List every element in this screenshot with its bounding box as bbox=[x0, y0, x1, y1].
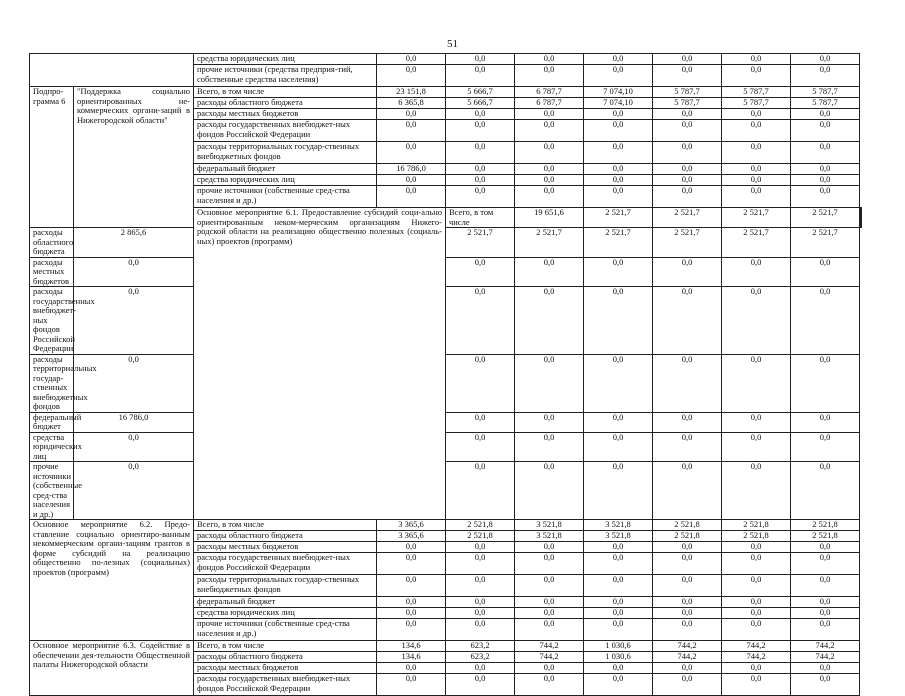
table-row bbox=[30, 641, 862, 652]
amount-cell: 0,0 bbox=[377, 597, 446, 608]
source-label: расходы государственных внебюджет-ных фондов Российской Федерации bbox=[194, 553, 377, 575]
amount-cell: 0,0 bbox=[74, 462, 194, 520]
measure-6-2-name: Основное мероприятие 6.2. Предо-ставление социально ориентиро-ванным некоммерческим органи-зациям грантов в форме субсидий на реализацию общественно по-лезных (социальных) проектов (программ) bbox=[30, 520, 194, 641]
amount-cell: 0,0 bbox=[446, 287, 515, 355]
table-row bbox=[30, 354, 862, 412]
amount-cell: 0,0 bbox=[584, 597, 653, 608]
amount-cell: 2 865,6 bbox=[74, 228, 194, 258]
budget-table bbox=[29, 53, 862, 696]
amount-cell bbox=[861, 208, 862, 228]
amount-cell: 0,0 bbox=[653, 432, 722, 462]
amount-cell: 0,0 bbox=[584, 164, 653, 175]
amount-cell: 0,0 bbox=[722, 287, 791, 355]
source-label: прочие источники (средства предприя-тий, собственные средства населения) bbox=[194, 65, 377, 87]
amount-cell: 0,0 bbox=[446, 186, 515, 208]
table-row bbox=[30, 287, 862, 355]
amount-cell: 0,0 bbox=[722, 120, 791, 142]
amount-cell: 6 787,7 bbox=[515, 98, 584, 109]
amount-cell: 2 521,7 bbox=[584, 228, 653, 258]
amount-cell: 744,2 bbox=[791, 641, 860, 652]
amount-cell: 0,0 bbox=[653, 175, 722, 186]
source-label: средства юридических лиц bbox=[194, 54, 377, 65]
amount-cell: 0,0 bbox=[722, 674, 791, 696]
amount-cell: 6 787,7 bbox=[515, 87, 584, 98]
amount-cell: 0,0 bbox=[791, 257, 860, 287]
amount-cell: 0,0 bbox=[377, 542, 446, 553]
amount-cell: 0,0 bbox=[584, 412, 653, 432]
amount-cell: 2 521,7 bbox=[515, 228, 584, 258]
amount-cell: 6 365,8 bbox=[377, 98, 446, 109]
source-label: прочие источники (собственные сред-ства населения и др.) bbox=[194, 619, 377, 641]
amount-cell: 0,0 bbox=[515, 142, 584, 164]
amount-cell: 19 651,6 bbox=[515, 208, 584, 228]
amount-cell: 0,0 bbox=[653, 164, 722, 175]
amount-cell: 0,0 bbox=[653, 674, 722, 696]
amount-cell: 0,0 bbox=[722, 175, 791, 186]
amount-cell: 0,0 bbox=[446, 412, 515, 432]
amount-cell: 0,0 bbox=[74, 432, 194, 462]
table-row bbox=[30, 520, 862, 531]
amount-cell: 0,0 bbox=[446, 432, 515, 462]
amount-cell: 0,0 bbox=[377, 54, 446, 65]
amount-cell: 0,0 bbox=[653, 619, 722, 641]
amount-cell: 23 151,8 bbox=[377, 87, 446, 98]
amount-cell: 2 521,7 bbox=[791, 228, 860, 258]
amount-cell: 0,0 bbox=[584, 608, 653, 619]
amount-cell: 0,0 bbox=[722, 542, 791, 553]
amount-cell: 0,0 bbox=[653, 354, 722, 412]
amount-cell: 0,0 bbox=[722, 462, 791, 520]
source-label: Всего, в том числе bbox=[446, 208, 515, 228]
amount-cell: 0,0 bbox=[791, 120, 860, 142]
amount-cell: 0,0 bbox=[791, 142, 860, 164]
amount-cell: 0,0 bbox=[722, 597, 791, 608]
amount-cell: 0,0 bbox=[584, 65, 653, 87]
amount-cell: 0,0 bbox=[791, 432, 860, 462]
amount-cell: 0,0 bbox=[377, 619, 446, 641]
amount-cell: 0,0 bbox=[515, 257, 584, 287]
source-label: расходы государственных внебюджет-ных фондов Российской Федерации bbox=[194, 674, 377, 696]
source-label: расходы местных бюджетов bbox=[30, 257, 74, 287]
amount-cell: 1 030,6 bbox=[584, 641, 653, 652]
amount-cell: 744,2 bbox=[791, 652, 860, 663]
amount-cell: 0,0 bbox=[446, 109, 515, 120]
amount-cell: 0,0 bbox=[791, 412, 860, 432]
amount-cell: 0,0 bbox=[584, 462, 653, 520]
table-row bbox=[30, 257, 862, 287]
source-label: федеральный бюджет bbox=[194, 164, 377, 175]
amount-cell: 744,2 bbox=[515, 652, 584, 663]
source-label: средства юридических лиц bbox=[30, 432, 74, 462]
source-label: расходы местных бюджетов bbox=[194, 542, 377, 553]
source-label: расходы территориальных государ-ственных внебюджетных фондов bbox=[194, 142, 377, 164]
amount-cell: 0,0 bbox=[722, 354, 791, 412]
amount-cell: 5 666,7 bbox=[446, 87, 515, 98]
amount-cell: 3 521,8 bbox=[584, 531, 653, 542]
source-label: расходы областного бюджета bbox=[194, 98, 377, 109]
amount-cell: 2 521,8 bbox=[446, 520, 515, 531]
amount-cell: 0,0 bbox=[446, 354, 515, 412]
amount-cell: 0,0 bbox=[584, 186, 653, 208]
amount-cell: 0,0 bbox=[446, 142, 515, 164]
amount-cell: 0,0 bbox=[584, 619, 653, 641]
amount-cell: 0,0 bbox=[653, 608, 722, 619]
amount-cell: 0,0 bbox=[446, 120, 515, 142]
amount-cell: 0,0 bbox=[653, 186, 722, 208]
table-row bbox=[30, 462, 862, 520]
amount-cell: 0,0 bbox=[515, 597, 584, 608]
amount-cell: 0,0 bbox=[791, 575, 860, 597]
amount-cell: 0,0 bbox=[377, 663, 446, 674]
amount-cell: 0,0 bbox=[377, 109, 446, 120]
source-label: расходы областного бюджета bbox=[30, 228, 74, 258]
amount-cell: 7 074,10 bbox=[584, 87, 653, 98]
amount-cell: 0,0 bbox=[653, 54, 722, 65]
amount-cell: 5 787,7 bbox=[653, 87, 722, 98]
amount-cell: 0,0 bbox=[446, 542, 515, 553]
amount-cell: 0,0 bbox=[515, 575, 584, 597]
amount-cell: 623,2 bbox=[446, 652, 515, 663]
amount-cell: 0,0 bbox=[515, 608, 584, 619]
amount-cell: 0,0 bbox=[377, 120, 446, 142]
source-label: Всего, в том числе bbox=[194, 641, 377, 652]
amount-cell: 0,0 bbox=[515, 120, 584, 142]
amount-cell: 5 787,7 bbox=[791, 87, 860, 98]
amount-cell: 0,0 bbox=[584, 287, 653, 355]
amount-cell: 0,0 bbox=[515, 553, 584, 575]
amount-cell: 0,0 bbox=[446, 65, 515, 87]
amount-cell: 0,0 bbox=[791, 109, 860, 120]
amount-cell: 0,0 bbox=[446, 164, 515, 175]
source-label: федеральный бюджет bbox=[194, 597, 377, 608]
amount-cell: 3 521,8 bbox=[584, 520, 653, 531]
amount-cell: 623,2 bbox=[446, 641, 515, 652]
amount-cell: 0,0 bbox=[791, 462, 860, 520]
amount-cell: 0,0 bbox=[584, 432, 653, 462]
amount-cell: 0,0 bbox=[653, 553, 722, 575]
amount-cell: 0,0 bbox=[515, 619, 584, 641]
amount-cell: 0,0 bbox=[791, 663, 860, 674]
amount-cell: 0,0 bbox=[515, 354, 584, 412]
amount-cell: 3 365,6 bbox=[377, 531, 446, 542]
amount-cell: 2 521,7 bbox=[653, 208, 722, 228]
amount-cell: 0,0 bbox=[791, 287, 860, 355]
amount-cell: 0,0 bbox=[722, 142, 791, 164]
amount-cell: 0,0 bbox=[515, 432, 584, 462]
source-label: Всего, в том числе bbox=[194, 520, 377, 531]
amount-cell: 2 521,7 bbox=[653, 228, 722, 258]
table-row bbox=[30, 87, 862, 98]
amount-cell: 0,0 bbox=[74, 287, 194, 355]
source-label: расходы государственных внебюджет-ных фондов Российской Федерации bbox=[194, 120, 377, 142]
source-label: средства юридических лиц bbox=[194, 175, 377, 186]
amount-cell: 0,0 bbox=[653, 597, 722, 608]
amount-cell: 0,0 bbox=[722, 553, 791, 575]
amount-cell: 0,0 bbox=[515, 462, 584, 520]
amount-cell: 0,0 bbox=[515, 287, 584, 355]
amount-cell: 0,0 bbox=[446, 553, 515, 575]
amount-cell: 0,0 bbox=[515, 186, 584, 208]
subprogram-code: Подпро-грамма 6 bbox=[30, 87, 74, 228]
amount-cell: 0,0 bbox=[791, 608, 860, 619]
amount-cell: 0,0 bbox=[377, 175, 446, 186]
amount-cell: 0,0 bbox=[722, 412, 791, 432]
source-label: расходы территориальных государ-ственных внебюджетных фондов bbox=[30, 354, 74, 412]
amount-cell: 744,2 bbox=[722, 641, 791, 652]
amount-cell: 0,0 bbox=[74, 257, 194, 287]
source-label: расходы местных бюджетов bbox=[194, 109, 377, 120]
amount-cell: 0,0 bbox=[584, 175, 653, 186]
source-label: прочие источники (собственные сред-ства населения и др.) bbox=[30, 462, 74, 520]
amount-cell: 0,0 bbox=[74, 354, 194, 412]
source-label: прочие источники (собственные сред-ства населения и др.) bbox=[194, 186, 377, 208]
amount-cell: 0,0 bbox=[653, 142, 722, 164]
amount-cell: 16 786,0 bbox=[74, 412, 194, 432]
amount-cell: 5 787,7 bbox=[653, 98, 722, 109]
amount-cell: 5 787,7 bbox=[791, 98, 860, 109]
amount-cell: 0,0 bbox=[653, 109, 722, 120]
amount-cell: 2 521,8 bbox=[653, 531, 722, 542]
amount-cell: 0,0 bbox=[515, 109, 584, 120]
amount-cell: 0,0 bbox=[377, 575, 446, 597]
amount-cell: 5 666,7 bbox=[446, 98, 515, 109]
amount-cell: 0,0 bbox=[584, 674, 653, 696]
source-label: расходы территориальных государ-ственных внебюджетных фондов bbox=[194, 575, 377, 597]
amount-cell: 0,0 bbox=[653, 412, 722, 432]
amount-cell: 0,0 bbox=[791, 553, 860, 575]
amount-cell: 0,0 bbox=[515, 663, 584, 674]
amount-cell: 0,0 bbox=[653, 120, 722, 142]
amount-cell: 0,0 bbox=[653, 462, 722, 520]
amount-cell: 744,2 bbox=[515, 641, 584, 652]
amount-cell: 0,0 bbox=[791, 186, 860, 208]
amount-cell: 0,0 bbox=[377, 142, 446, 164]
source-label: расходы государственных внебюджет-ных фондов Российской Федерации bbox=[30, 287, 74, 355]
page-number: 51 bbox=[447, 38, 458, 50]
table-body bbox=[30, 54, 862, 696]
amount-cell: 0,0 bbox=[377, 65, 446, 87]
measure-6-1-name: Основное мероприятие 6.1. Предоставление субсидий соци-ально ориентированным неком-мерческим организациям Нижего-родской области на реализацию общественно полезных (социаль-ных) проектов (программ) bbox=[194, 208, 446, 520]
amount-cell: 0,0 bbox=[584, 354, 653, 412]
amount-cell: 0,0 bbox=[446, 663, 515, 674]
amount-cell: 0,0 bbox=[446, 175, 515, 186]
amount-cell: 0,0 bbox=[722, 575, 791, 597]
amount-cell: 0,0 bbox=[446, 619, 515, 641]
amount-cell: 0,0 bbox=[653, 257, 722, 287]
amount-cell: 2 521,8 bbox=[722, 520, 791, 531]
amount-cell: 0,0 bbox=[791, 542, 860, 553]
amount-cell: 0,0 bbox=[584, 142, 653, 164]
amount-cell: 0,0 bbox=[515, 164, 584, 175]
amount-cell: 0,0 bbox=[377, 186, 446, 208]
amount-cell: 5 787,7 bbox=[722, 98, 791, 109]
amount-cell: 2 521,7 bbox=[722, 228, 791, 258]
amount-cell: 0,0 bbox=[515, 412, 584, 432]
amount-cell: 0,0 bbox=[584, 663, 653, 674]
amount-cell: 0,0 bbox=[653, 575, 722, 597]
amount-cell: 2 521,8 bbox=[722, 531, 791, 542]
amount-cell: 0,0 bbox=[515, 542, 584, 553]
amount-cell: 134,6 bbox=[377, 641, 446, 652]
amount-cell: 0,0 bbox=[515, 175, 584, 186]
amount-cell: 0,0 bbox=[722, 619, 791, 641]
amount-cell: 2 521,8 bbox=[791, 520, 860, 531]
amount-cell: 0,0 bbox=[584, 257, 653, 287]
amount-cell: 0,0 bbox=[446, 597, 515, 608]
amount-cell: 3 365,6 bbox=[377, 520, 446, 531]
amount-cell: 0,0 bbox=[446, 608, 515, 619]
amount-cell: 5 787,7 bbox=[722, 87, 791, 98]
amount-cell: 744,2 bbox=[722, 652, 791, 663]
amount-cell: 2 521,7 bbox=[791, 208, 860, 228]
amount-cell: 2 521,7 bbox=[446, 228, 515, 258]
amount-cell: 0,0 bbox=[377, 553, 446, 575]
amount-cell: 0,0 bbox=[584, 120, 653, 142]
continuation-cell bbox=[30, 54, 194, 87]
amount-cell: 0,0 bbox=[791, 354, 860, 412]
amount-cell: 0,0 bbox=[791, 674, 860, 696]
amount-cell: 0,0 bbox=[653, 65, 722, 87]
amount-cell: 3 521,8 bbox=[515, 520, 584, 531]
amount-cell: 3 521,8 bbox=[515, 531, 584, 542]
amount-cell: 2 521,7 bbox=[584, 208, 653, 228]
source-label: Всего, в том числе bbox=[194, 87, 377, 98]
amount-cell: 0,0 bbox=[722, 65, 791, 87]
amount-cell: 0,0 bbox=[446, 462, 515, 520]
amount-cell: 0,0 bbox=[722, 54, 791, 65]
amount-cell: 0,0 bbox=[446, 575, 515, 597]
amount-cell: 0,0 bbox=[722, 109, 791, 120]
amount-cell: 2 521,7 bbox=[722, 208, 791, 228]
amount-cell: 0,0 bbox=[791, 597, 860, 608]
source-label: федеральный бюджет bbox=[30, 412, 74, 432]
source-label: расходы областного бюджета bbox=[194, 531, 377, 542]
table-row bbox=[30, 412, 862, 432]
amount-cell: 0,0 bbox=[584, 542, 653, 553]
amount-cell: 0,0 bbox=[584, 575, 653, 597]
amount-cell: 0,0 bbox=[722, 164, 791, 175]
amount-cell: 0,0 bbox=[722, 663, 791, 674]
amount-cell: 0,0 bbox=[446, 674, 515, 696]
amount-cell: 0,0 bbox=[515, 54, 584, 65]
amount-cell: 744,2 bbox=[653, 652, 722, 663]
amount-cell: 0,0 bbox=[722, 257, 791, 287]
amount-cell: 0,0 bbox=[653, 663, 722, 674]
table-row bbox=[30, 228, 862, 258]
amount-cell: 0,0 bbox=[515, 65, 584, 87]
amount-cell: 16 786,0 bbox=[377, 164, 446, 175]
amount-cell: 7 074,10 bbox=[584, 98, 653, 109]
source-label: расходы местных бюджетов bbox=[194, 663, 377, 674]
amount-cell: 0,0 bbox=[791, 164, 860, 175]
amount-cell: 744,2 bbox=[653, 641, 722, 652]
amount-cell: 2 521,8 bbox=[791, 531, 860, 542]
amount-cell: 0,0 bbox=[722, 432, 791, 462]
amount-cell: 0,0 bbox=[722, 608, 791, 619]
amount-cell: 0,0 bbox=[515, 674, 584, 696]
subprogram-name: "Поддержка социально ориентированных не-коммерческих органи-заций в Нижегородской области" bbox=[74, 87, 194, 228]
amount-cell: 134,6 bbox=[377, 652, 446, 663]
amount-cell: 1 030,6 bbox=[584, 652, 653, 663]
table-row bbox=[30, 54, 862, 65]
amount-cell: 0,0 bbox=[377, 674, 446, 696]
amount-cell: 0,0 bbox=[584, 553, 653, 575]
amount-cell: 0,0 bbox=[446, 257, 515, 287]
amount-cell: 0,0 bbox=[584, 54, 653, 65]
amount-cell: 0,0 bbox=[791, 619, 860, 641]
amount-cell: 0,0 bbox=[722, 186, 791, 208]
source-label: средства юридических лиц bbox=[194, 608, 377, 619]
amount-cell: 0,0 bbox=[584, 109, 653, 120]
source-label: расходы областного бюджета bbox=[194, 652, 377, 663]
amount-cell: 0,0 bbox=[653, 542, 722, 553]
amount-cell: 0,0 bbox=[446, 54, 515, 65]
table-row bbox=[30, 432, 862, 462]
amount-cell: 2 521,8 bbox=[653, 520, 722, 531]
amount-cell: 0,0 bbox=[791, 65, 860, 87]
amount-cell: 0,0 bbox=[653, 287, 722, 355]
amount-cell: 0,0 bbox=[791, 175, 860, 186]
amount-cell: 2 521,8 bbox=[446, 531, 515, 542]
measure-6-3-name: Основное мероприятие 6.3. Содействие в обеспечении дея-тельности Общественной палаты Нижегородской области bbox=[30, 641, 194, 696]
amount-cell: 0,0 bbox=[377, 608, 446, 619]
amount-cell: 0,0 bbox=[791, 54, 860, 65]
